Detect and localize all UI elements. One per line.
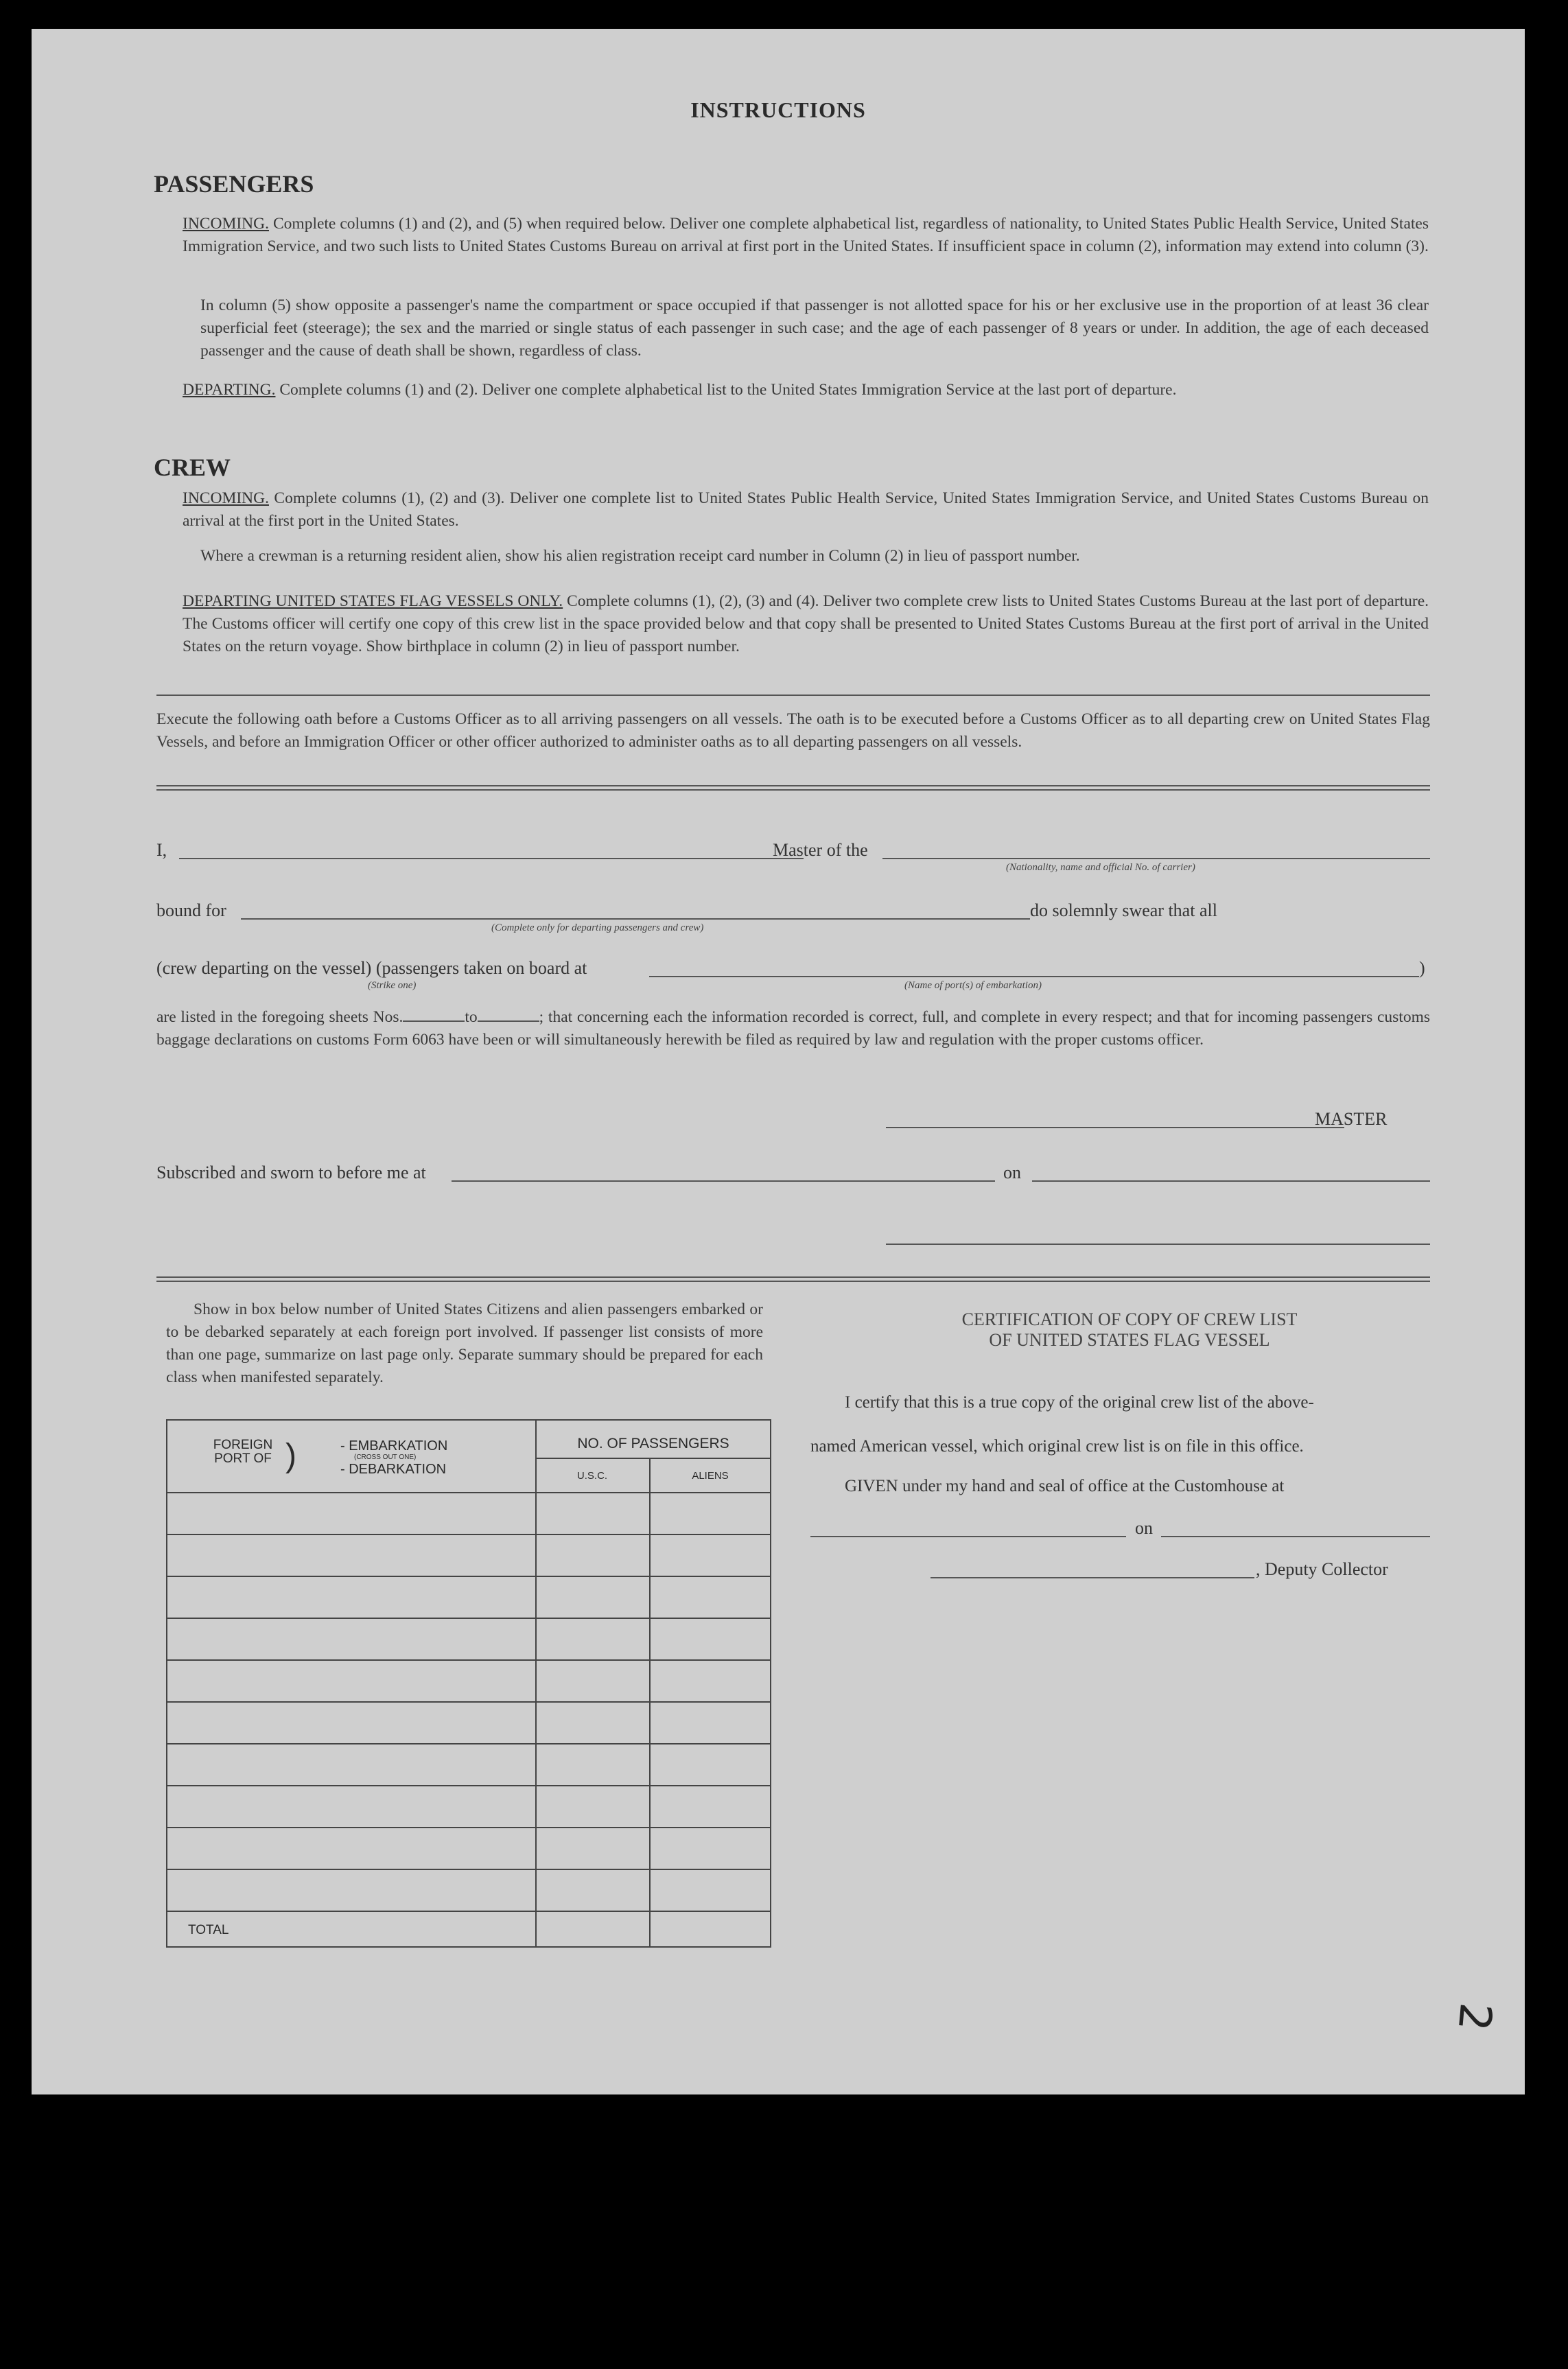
passengers-column5-paragraph: In column (5) show opposite a passenger's name the compartment or space occupied if that passenger is not allotted space for his or her exclusive use in the proportion of at least 36 clear superficial feet (steerage); the sex and the married or single status of each passenger in such case; and the age of each passenger of 8 years or under. In addition, the age of each deceased passenger and the cause of death shall be shown, regardless of class. xyxy=(200,296,1429,360)
passengers-incoming-paragraph xyxy=(183,213,1429,258)
crew-crewman-paragraph: Where a crewman is a returning resident alien, show his alien registration receipt card number in Column (2) in lieu of passport number. xyxy=(200,547,1080,565)
sworn-on-label: on xyxy=(1003,1163,1021,1182)
master-name-field[interactable] xyxy=(179,858,804,859)
ports-field[interactable] xyxy=(649,976,1419,977)
table-col-divider-1 xyxy=(535,1421,537,1946)
passengers-departing-paragraph xyxy=(183,379,1429,401)
carrier-field[interactable] xyxy=(882,858,1430,859)
master-signature-field[interactable] xyxy=(886,1127,1344,1128)
embarkation-header: - EMBARKATION xyxy=(340,1438,448,1454)
cross-out-one: (CROSS OUT ONE) xyxy=(354,1454,417,1461)
table-row xyxy=(167,1618,770,1619)
crew-departing-text: Complete columns (1), (2), (3) and (4). Deliver two complete crew lists to United States Customs Bureau at the last port of departure. The Customs officer will certify one copy of this crew list in the space provided below and that copy shall be presented to United States Customs Bureau at the first port of arrival in the United States on the return voyage. Show birthplace in column (2) in lieu of passport number. xyxy=(183,592,1429,655)
certify-line1: I certify that this is a true copy of the original crew list of the above- xyxy=(845,1393,1314,1412)
oath-i-label: I, xyxy=(156,840,167,860)
divider-top xyxy=(156,695,1430,696)
table-row xyxy=(167,1576,770,1577)
divider-oath-2 xyxy=(156,789,1430,791)
listed-to: to xyxy=(465,1008,478,1026)
certification-date-field[interactable] xyxy=(1161,1536,1430,1537)
no-of-passengers-header: NO. OF PASSENGERS xyxy=(577,1436,729,1451)
crew-departing-label: DEPARTING UNITED STATES FLAG VESSELS ONLY. xyxy=(183,592,563,610)
aliens-header: ALIENS xyxy=(692,1470,729,1482)
crew-departing-label: (crew departing on the vessel) (passengers taken on board at xyxy=(156,958,587,978)
foreign-port-of-header: FOREIGN PORT OF xyxy=(213,1438,273,1466)
certification-heading xyxy=(828,1309,1431,1351)
page-title: INSTRUCTIONS xyxy=(690,97,866,122)
brace-icon: ) xyxy=(285,1438,296,1474)
crew-incoming-paragraph xyxy=(183,487,1429,533)
oath-listed-paragraph xyxy=(156,1006,1430,1051)
passengers-departing-label: DEPARTING. xyxy=(183,381,276,399)
divider-bottom-1 xyxy=(156,1276,1430,1278)
divider-oath-1 xyxy=(156,785,1430,786)
complete-only-caption: (Complete only for departing passengers and crew) xyxy=(491,922,704,933)
passengers-departing-text: Complete columns (1) and (2). Deliver one complete alphabetical list to the United States Immigration Service at the last port of departure. xyxy=(275,381,1177,399)
sheet-from-field[interactable] xyxy=(403,1008,465,1022)
nationality-caption: (Nationality, name and official No. of carrier) xyxy=(1006,862,1195,873)
passengers-incoming-text: Complete columns (1) and (2), and (5) when required below. Deliver one complete alphabetical list, regardless of nationality, to United States Public Health Service, United States Immigration Service, and two such lists to United States Customs Bureau on arrival at first port in the United States. If insufficient space in column (2), information may extend into column (3). xyxy=(183,215,1429,255)
strike-one-caption: (Strike one) xyxy=(368,980,417,991)
table-row xyxy=(167,1743,770,1744)
handwritten-page-number: 2 xyxy=(1447,2000,1501,2033)
total-label: TOTAL xyxy=(188,1923,229,1937)
passenger-summary-table xyxy=(166,1419,771,1948)
crew-incoming-label: INCOMING. xyxy=(183,489,269,507)
close-paren: ) xyxy=(1419,958,1425,978)
table-row xyxy=(167,1785,770,1786)
bound-for-field[interactable] xyxy=(241,918,1030,920)
deputy-signature-field[interactable] xyxy=(931,1577,1254,1578)
master-of-label: Master of the xyxy=(773,840,868,860)
certification-on-label: on xyxy=(1135,1518,1153,1538)
crew-incoming-text: Complete columns (1), (2) and (3). Deliver one complete list to United States Public Health Service, United States Immigration Service, and United States Customs Bureau on arrival at the first port in the United States. xyxy=(183,489,1429,530)
table-row xyxy=(167,1827,770,1828)
table-row xyxy=(167,1911,770,1912)
form-sheet xyxy=(32,29,1525,2094)
port-caption: (Name of port(s) of embarkation) xyxy=(904,980,1042,991)
given-line: GIVEN under my hand and seal of office at the Customhouse at xyxy=(845,1477,1285,1495)
sworn-place-field[interactable] xyxy=(452,1180,995,1182)
officer-signature-field[interactable] xyxy=(886,1244,1430,1245)
usc-header: U.S.C. xyxy=(576,1470,608,1482)
passengers-heading: PASSENGERS xyxy=(154,170,314,198)
master-label: MASTER xyxy=(1315,1109,1388,1129)
oath-intro: Execute the following oath before a Customs Officer as to all arriving passengers on all vessels. The oath is to be executed before a Customs Officer as to all departing crew on United States Flag Vessels, and before an Immigration Officer or other officer authorized to administer oaths as to all departing passengers on all vessels. xyxy=(156,710,1430,751)
header-sub-divider xyxy=(535,1458,771,1459)
deputy-collector-label: , Deputy Collector xyxy=(1256,1559,1388,1579)
debarkation-header: - DEBARKATION xyxy=(340,1462,447,1477)
subscribed-label: Subscribed and sworn to before me at xyxy=(156,1163,426,1182)
table-row xyxy=(167,1659,770,1661)
table-row xyxy=(167,1492,770,1493)
table-row xyxy=(167,1534,770,1535)
divider-bottom-2 xyxy=(156,1281,1430,1282)
table-row xyxy=(167,1869,770,1870)
bound-for-label: bound for xyxy=(156,900,226,920)
listed-pre: are listed in the foregoing sheets Nos. xyxy=(156,1008,403,1026)
certification-heading-line1: CERTIFICATION OF COPY OF CREW LIST xyxy=(961,1309,1298,1329)
summary-instructions: Show in box below number of United States Citizens and alien passengers embarked or to be debarked separately at each foreign port involved. If passenger list consists of more than one page, summarize on last page only. Separate summary should be prepared for each class when manifested separately. xyxy=(166,1300,763,1386)
certify-line2: named American vessel, which original crew list is on file in this office. xyxy=(810,1437,1304,1456)
listed-post: ; that concerning each the information recorded is correct, full, and complete in every respect; and that for incoming passengers customs baggage declarations on customs Form 6063 have been or will simultaneously herewith be filed as required by law and regulation with the proper customs officer. xyxy=(156,1008,1430,1049)
passengers-incoming-label: INCOMING. xyxy=(183,215,269,233)
customhouse-field[interactable] xyxy=(810,1536,1126,1537)
sheet-to-field[interactable] xyxy=(478,1008,539,1022)
sworn-date-field[interactable] xyxy=(1032,1180,1430,1182)
table-row xyxy=(167,1701,770,1703)
swear-label: do solemnly swear that all xyxy=(1030,900,1217,920)
crew-departing-paragraph xyxy=(183,590,1429,658)
crew-heading: CREW xyxy=(154,454,231,481)
certification-heading-line2: OF UNITED STATES FLAG VESSEL xyxy=(989,1330,1270,1350)
